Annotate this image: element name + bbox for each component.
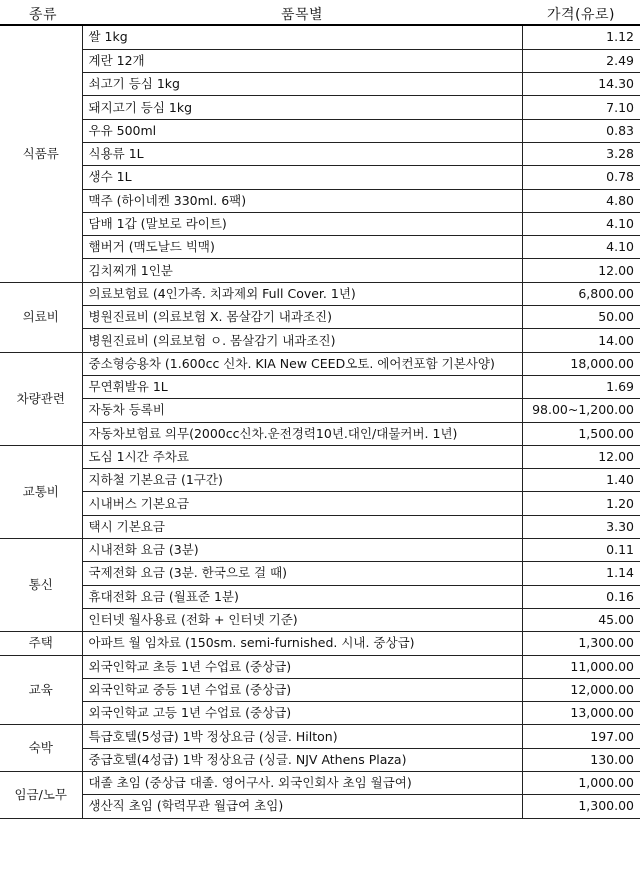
table-row	[0, 49, 640, 72]
price-cell: 4.10	[522, 236, 640, 259]
table-row	[0, 96, 640, 119]
category-cell: 임금/노무	[0, 772, 82, 819]
table-row	[0, 422, 640, 445]
category-cell: 차량관련	[0, 352, 82, 445]
item-cell: 중급호텔(4성급) 1박 정상요금 (싱글. NJV Athens Plaza)	[82, 748, 522, 771]
category-cell: 숙박	[0, 725, 82, 772]
item-cell: 우유 500ml	[82, 119, 522, 142]
price-cell: 1.12	[522, 26, 640, 49]
price-cell: 14.30	[522, 73, 640, 96]
table-row	[0, 539, 640, 562]
price-cell: 1,500.00	[522, 422, 640, 445]
table-row	[0, 492, 640, 515]
table-row	[0, 236, 640, 259]
item-cell: 생수 1L	[82, 166, 522, 189]
price-cell: 12.00	[522, 259, 640, 282]
item-cell: 생산직 초임 (학력무관 월급여 초임)	[82, 795, 522, 818]
item-cell: 택시 기본요금	[82, 515, 522, 538]
header-item: 품목별	[280, 7, 324, 23]
table-row	[0, 725, 640, 748]
table-row	[0, 678, 640, 701]
item-cell: 쌀 1kg	[82, 26, 522, 49]
table-row	[0, 748, 640, 771]
item-cell: 자동차 등록비	[82, 399, 522, 422]
price-cell: 0.16	[522, 585, 640, 608]
category-cell: 교통비	[0, 445, 82, 538]
item-cell: 국제전화 요금 (3분. 한국으로 걸 때)	[82, 562, 522, 585]
header-price: 가격(유로)	[546, 7, 616, 23]
item-cell: 병원진료비 (의료보험 ㅇ. 몸살감기 내과조진)	[82, 329, 522, 352]
table-row	[0, 445, 640, 468]
price-cell: 12,000.00	[522, 678, 640, 701]
item-cell: 외국인학교 중등 1년 수업료 (중상급)	[82, 678, 522, 701]
price-cell: 1,000.00	[522, 772, 640, 795]
price-cell: 0.83	[522, 119, 640, 142]
item-cell: 인터넷 월사용료 (전화 + 인터넷 기준)	[82, 608, 522, 631]
price-cell: 0.78	[522, 166, 640, 189]
price-cell: 7.10	[522, 96, 640, 119]
price-cell: 98.00~1,200.00	[522, 399, 640, 422]
price-cell: 130.00	[522, 748, 640, 771]
table-row	[0, 469, 640, 492]
table-row	[0, 73, 640, 96]
item-cell: 외국인학교 초등 1년 수업료 (중상급)	[82, 655, 522, 678]
item-cell: 계란 12개	[82, 49, 522, 72]
table-row	[0, 772, 640, 795]
category-cell: 식품류	[0, 26, 82, 282]
item-cell: 무연휘발유 1L	[82, 375, 522, 398]
table-row	[0, 306, 640, 329]
price-cell: 45.00	[522, 608, 640, 631]
item-cell: 돼지고기 등심 1kg	[82, 96, 522, 119]
price-cell: 18,000.00	[522, 352, 640, 375]
price-cell: 1.14	[522, 562, 640, 585]
item-cell: 지하철 기본요금 (1구간)	[82, 469, 522, 492]
price-cell: 14.00	[522, 329, 640, 352]
table-row	[0, 608, 640, 631]
item-cell: 중소형승용차 (1.600cc 신차. KIA New CEED오토. 에어컨포함 기본사양)	[82, 352, 522, 375]
table-header	[0, 0, 640, 26]
table-row	[0, 515, 640, 538]
price-cell: 1.20	[522, 492, 640, 515]
price-cell: 1,300.00	[522, 795, 640, 818]
category-cell: 통신	[0, 539, 82, 632]
item-cell: 쇠고기 등심 1kg	[82, 73, 522, 96]
category-cell: 교육	[0, 655, 82, 725]
price-cell: 11,000.00	[522, 655, 640, 678]
table-row	[0, 399, 640, 422]
table-row	[0, 562, 640, 585]
table-row	[0, 702, 640, 725]
item-cell: 휴대전화 요금 (월표준 1분)	[82, 585, 522, 608]
table-row	[0, 142, 640, 165]
item-cell: 담배 1갑 (말보로 라이트)	[82, 212, 522, 235]
table-row	[0, 119, 640, 142]
item-cell: 의료보험료 (4인가족. 치과제외 Full Cover. 1년)	[82, 282, 522, 305]
item-cell: 병원진료비 (의료보험 X. 몸살감기 내과조진)	[82, 306, 522, 329]
price-cell: 4.80	[522, 189, 640, 212]
table-row	[0, 375, 640, 398]
price-cell: 12.00	[522, 445, 640, 468]
price-table	[0, 26, 640, 819]
table-row	[0, 795, 640, 818]
item-cell: 햄버거 (맥도날드 빅맥)	[82, 236, 522, 259]
item-cell: 대졸 초임 (중상급 대졸. 영어구사. 외국인회사 초임 월급여)	[82, 772, 522, 795]
category-cell: 주택	[0, 632, 82, 655]
item-cell: 김치찌개 1인분	[82, 259, 522, 282]
item-cell: 맥주 (하이네켄 330ml. 6팩)	[82, 189, 522, 212]
table-row	[0, 329, 640, 352]
table-row	[0, 655, 640, 678]
price-cell: 6,800.00	[522, 282, 640, 305]
table-row	[0, 212, 640, 235]
table-row	[0, 352, 640, 375]
price-cell: 3.28	[522, 142, 640, 165]
category-cell: 의료비	[0, 282, 82, 352]
price-cell: 0.11	[522, 539, 640, 562]
table-row	[0, 189, 640, 212]
item-cell: 식용류 1L	[82, 142, 522, 165]
price-cell: 3.30	[522, 515, 640, 538]
price-cell: 50.00	[522, 306, 640, 329]
price-cell: 1,300.00	[522, 632, 640, 655]
table-row	[0, 166, 640, 189]
header-category: 종류	[28, 7, 58, 23]
table-row	[0, 259, 640, 282]
item-cell: 자동차보험료 의무(2000cc신차.운전경력10년.대인/대물커버. 1년)	[82, 422, 522, 445]
price-cell: 1.69	[522, 375, 640, 398]
item-cell: 시내버스 기본요금	[82, 492, 522, 515]
item-cell: 도심 1시간 주차료	[82, 445, 522, 468]
price-cell: 2.49	[522, 49, 640, 72]
item-cell: 외국인학교 고등 1년 수업료 (중상급)	[82, 702, 522, 725]
price-cell: 1.40	[522, 469, 640, 492]
table-row	[0, 282, 640, 305]
table-row	[0, 585, 640, 608]
item-cell: 아파트 월 임차료 (150sm. semi-furnished. 시내. 중상급)	[82, 632, 522, 655]
price-table-body	[0, 26, 640, 818]
price-cell: 197.00	[522, 725, 640, 748]
item-cell: 특급호텔(5성급) 1박 정상요금 (싱글. Hilton)	[82, 725, 522, 748]
table-row	[0, 26, 640, 49]
price-cell: 4.10	[522, 212, 640, 235]
item-cell: 시내전화 요금 (3분)	[82, 539, 522, 562]
price-cell: 13,000.00	[522, 702, 640, 725]
table-row	[0, 632, 640, 655]
